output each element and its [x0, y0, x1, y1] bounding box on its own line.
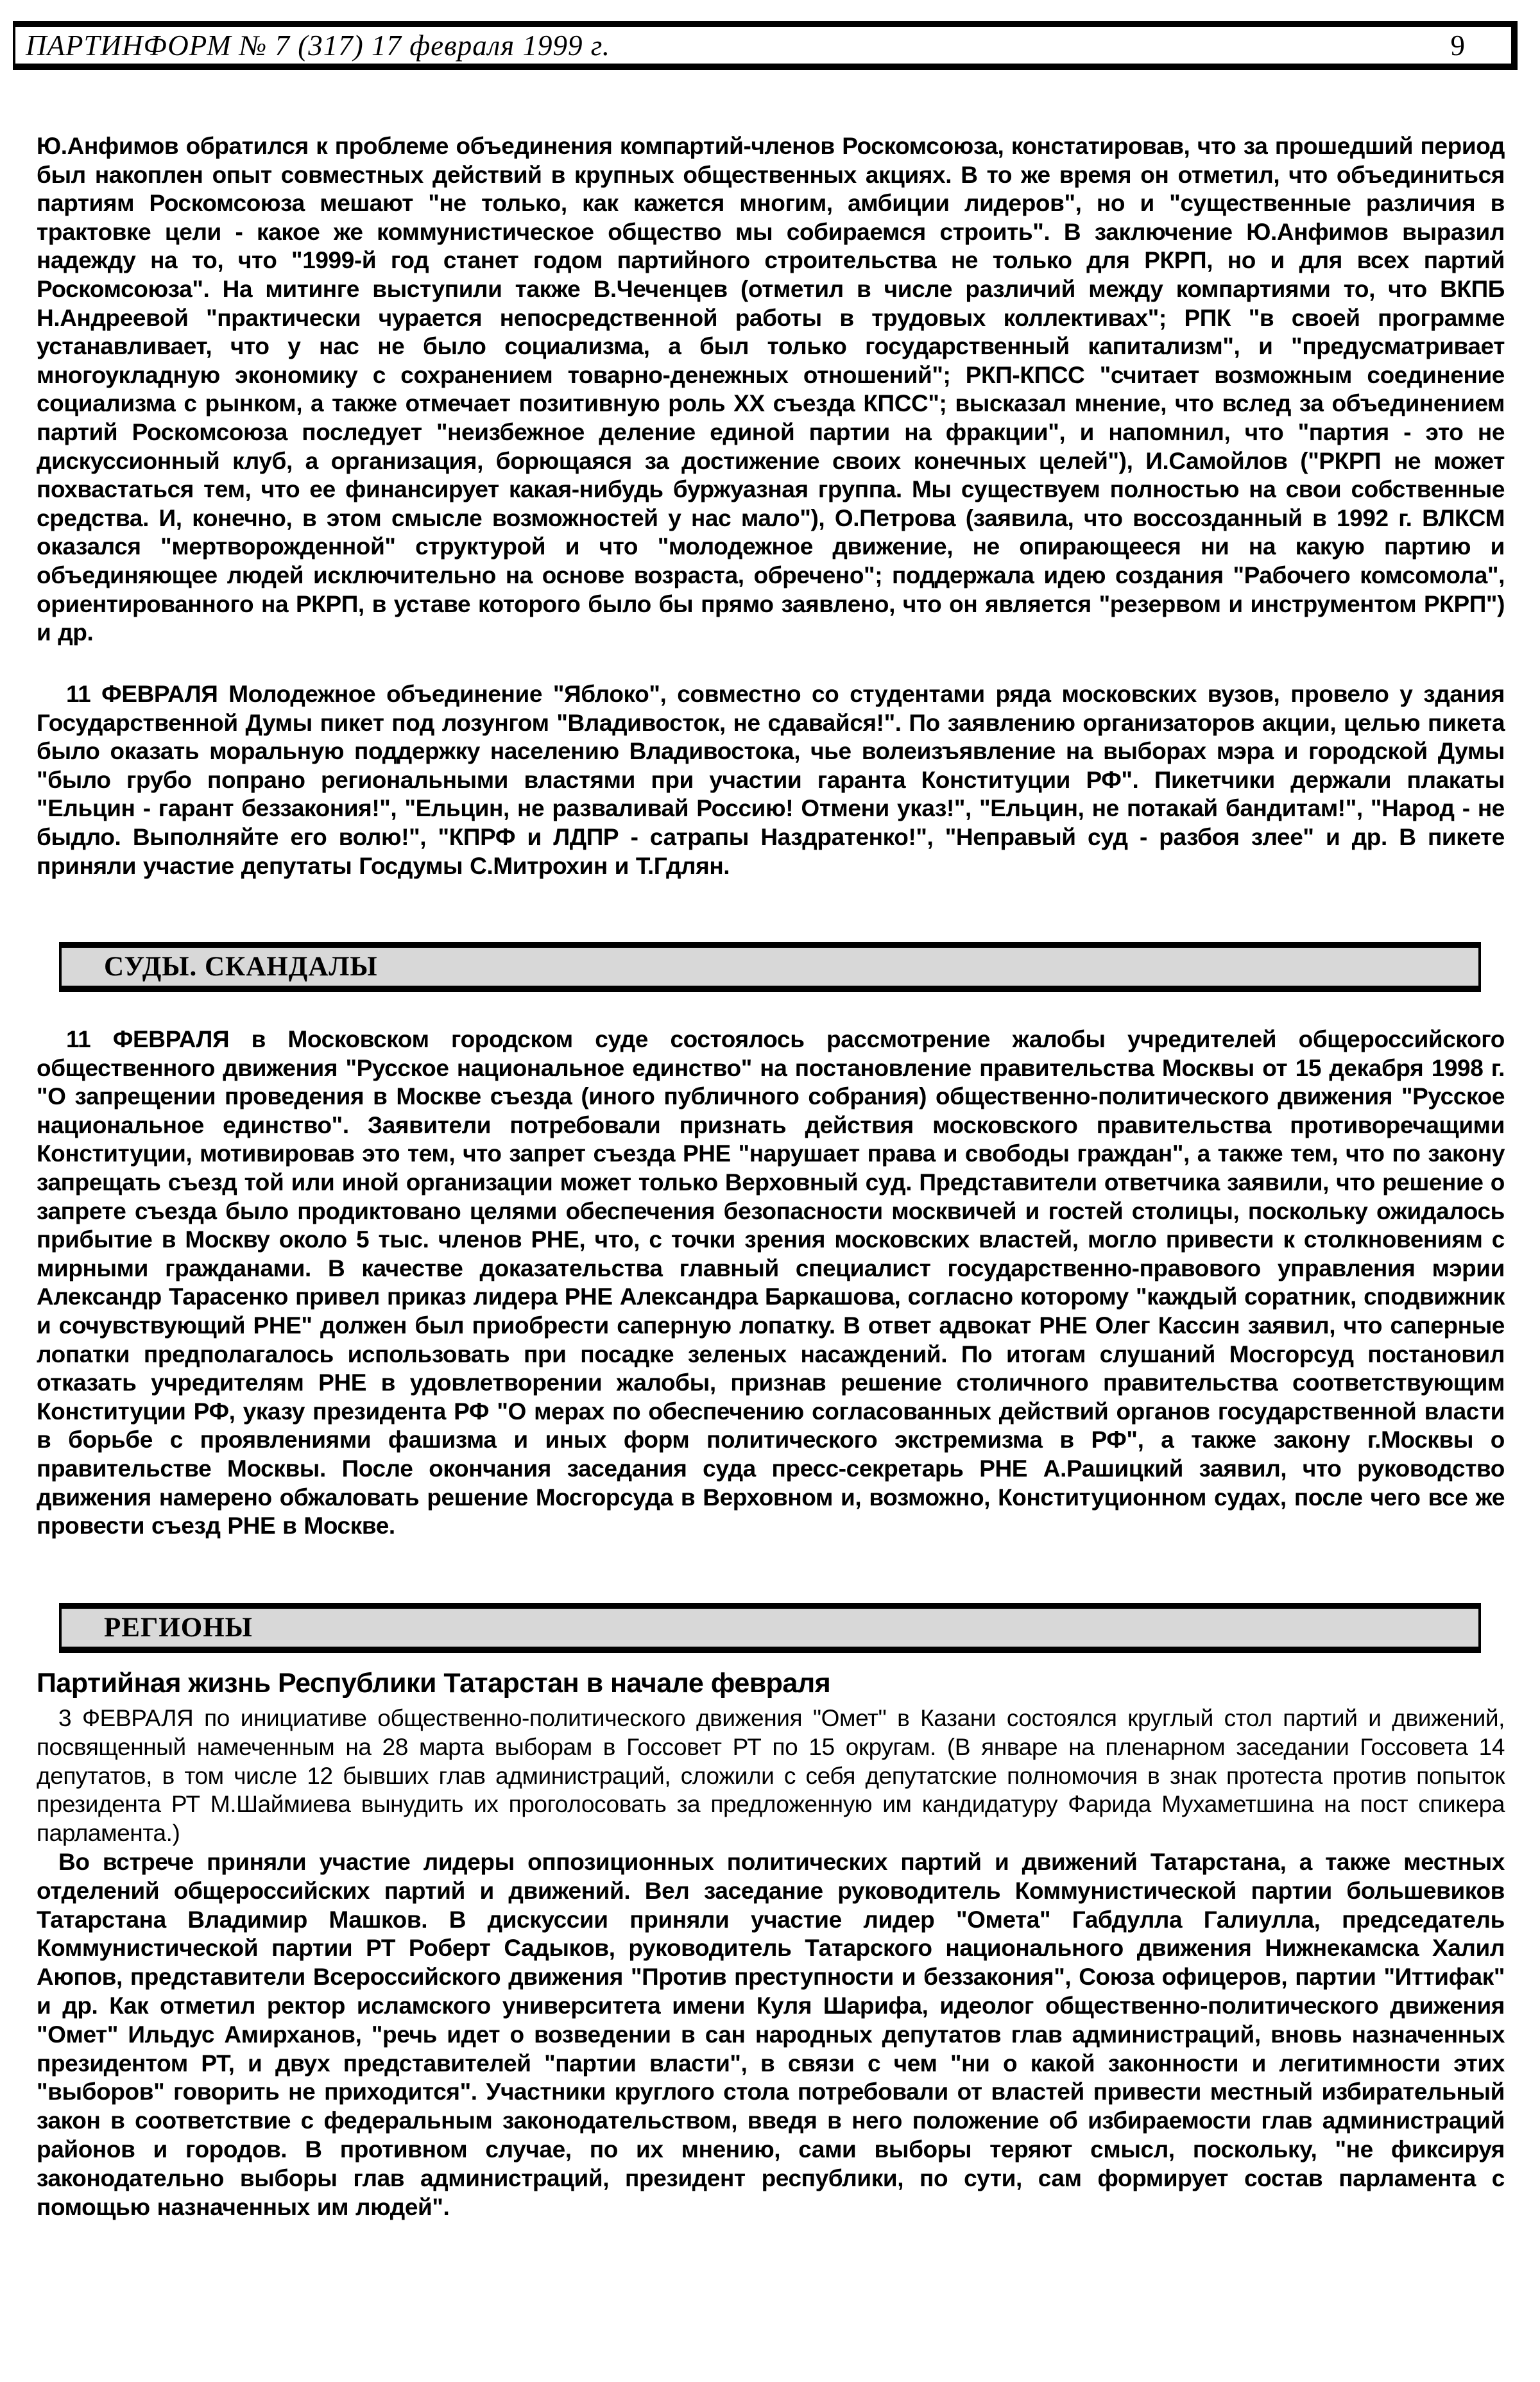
paragraph-rne-court: 11 ФЕВРАЛЯ в Московском городском суде состоялось рассмотрение жалобы учредителей общероссийского общественного движения "Русское национальное единство" на постановление правительства Москвы от 15 декабря 1998 г. "О запрещении проведения в Москве съезда (иного публичного собрания) общественно-политического движения "Русское национальное единство". Заявители потребовали признать действия московского правительства противоречащими Конституции, мотивировав это тем, что запрет съезда РНЕ "нарушает права и свободы граждан", а также тем, что по закону запрещать съезд той или иной организации может только Верховный суд. Представители ответчика заявили, что решение о запрете съезда было продиктовано целями обеспечения безопасности москвичей и гостей столицы, поскольку ожидалось прибытие в Москву около 5 тыс. членов РНЕ, что, с точки зрения московских властей, могло привести к столкновениям с мирными гражданами. В качестве доказательства главный специалист государственно-правового управления мэрии Александр Тарасенко привел приказ лидера РНЕ Александра Баркашова, согласно которому "каждый соратник, сподвижник и сочувствующий РНЕ" должен был приобрести саперную лопатку. В ответ адвокат РНЕ Олег Кассин заявил, что саперные лопатки предполагалось использовать при посадке зеленых насаждений. По итогам слушаний Мосгорсуд постановил отказать учредителям РНЕ в удовлетворении жалобы, признав решение столичного правительства соответствующим Конституции РФ, указу президента РФ "О мерах по обеспечению согласованных действий органов государственной власти в борьбе с проявлениями фашизма и иных форм политического экстремизма в РФ", а также закону г.Москвы о правительстве Москвы. После окончания заседания суда пресс-секретарь РНЕ А.Рашицкий заявил, что руководство движения намерено обжаловать решение Мосгорсуда в Верховном и, возможно, Конституционном судах, после чего все же провести съезд РНЕ в Москве. — [37, 1026, 1505, 1539]
newsletter-title: ПАРТИНФОРМ № 7 (317) 17 февраля 1999 г. — [26, 29, 610, 62]
paragraph-yabloko-picket: 11 ФЕВРАЛЯ Молодежное объединение "Яблоко", совместно со студентами ряда московских вузов, провело у здания Государственной Думы пикет под лозунгом "Владивосток, не сдавайся!". По заявлению организаторов акции, целью пикета было оказать моральную поддержку населению Владивостока, чье волеизъявление на выборах мэра и городской Думы "было грубо попрано региональными властями при участии гаранта Конституции РФ". Пикетчики держали плакаты "Ельцин - гарант беззакония!", "Ельцин, не разваливай Россию! Отмени указ!", "Ельцин, не потакай бандитам!", "Народ - не быдло. Выполняйте его волю!", "КПРФ и ЛДПР - сатрапы Наздратенко!", "Неправый суд - разбоя злее" и др. В пикете приняли участие депутаты Госдумы С.Митрохин и Т.Гдлян. — [37, 681, 1505, 879]
paragraph-roundtable-participants: Во встрече приняли участие лидеры оппозиционных политических партий и движений Татарстана, а также местных отделений общероссийских партий и движений. Вел заседание руководитель Коммунистической партии большевиков Татарстана Владимир Машков. В дискуссии приняли участие лидер "Омета" Габдулла Галиулла, председатель Коммунистической партии РТ Роберт Садыков, руководитель Татарского национального движения Нижнекамска Халил Аюпов, представители Всероссийского движения "Против преступности и беззакония", Союза офицеров, партии "Иттифак" и др. Как отметил ректор исламского университета имени Куля Шарифа, идеолог общественно-политического движения "Омет" Ильдус Амирханов, "речь идет о возведении в сан народных депутатов глав администраций, вновь назначенных президентом РТ, и двух представителей "партии власти", в связи с чем "ни о какой законности и легитимности этих "выборов" говорить не приходится". Участники круглого стола потребовали от властей привести местный избирательный закон в соответствие с федеральным законодательством, введя в него положение об избираемости глав администраций районов и городов. В противном случае, по их мнению, сами выборы теряют смысл, поскольку, "не фиксируя законодательно выборы глав администраций, президент республики, по сути, сам формирует состав парламента с помощью назначенных им людей". — [37, 1848, 1505, 2220]
article-subtitle-tatarstan: Партийная жизнь Республики Татарстан в начале февраля — [37, 1668, 831, 1699]
section-heading-label: РЕГИОНЫ — [104, 1613, 253, 1643]
running-head — [13, 21, 1518, 70]
paragraph-omet-roundtable: 3 ФЕВРАЛЯ по инициативе общественно-политического движения "Омет" в Казани состоялся круглый стол партий и движений, посвященный намеченным на 28 марта выборам в Госсовет РТ по 15 округам. (В январе на пленарном заседании Госсовета 14 депутатов, в том числе 12 бывших глав администраций, сложили с себя депутатские полномочия в знак протеста против попыток президента РТ М.Шаймиева вынудить их проголосовать за предложенную им кандидатуру Фарида Мухаметшина на пост спикера парламента.) — [37, 1705, 1505, 1847]
section-heading-label: СУДЫ. СКАНДАЛЫ — [104, 952, 378, 982]
page-number: 9 — [1450, 29, 1465, 62]
paragraph-anfimov: Ю.Анфимов обратился к проблеме объединения компартий-членов Роскомсоюза, констатировав, что за прошедший период был накоплен опыт совместных действий в крупных общественных акциях. В то же время он отметил, что объединиться партиям Роскомсоюза мешают "не только, как кажется многим, амбиции лидеров", но и "существенные различия в трактовке цели - какое же коммунистическое общество мы собираемся строить". В заключение Ю.Анфимов выразил надежду на то, что "1999-й год станет годом партийного строительства не только для РКРП, но и для всех партий Роскомсоюза". На митинге выступили также В.Чеченцев (отметил в числе различий между компартиями то, что ВКПБ Н.Андреевой "практически чурается непосредственной работы в трудовых коллективах"; РПК "в своей программе устанавливает, что у нас не было социализма, а был только государственный капитализм", и "предусматривает многоукладную экономику с сохранением товарно-денежных отношений"; РКП-КПСС "считает возможным соединение социализма с рынком, а также отмечает позитивную роль XX съезда КПСС"; высказал мнение, что вслед за объединением партий Роскомсоюза последует "неизбежное деление единой партии на фракции", и напомнил, что "партия - это не дискуссионный клуб, а организация, борющаяся за достижение своих конечных целей"), И.Самойлов ("РКРП не может похвастаться тем, что ее финансирует какая-нибудь буржуазная группа. Мы существуем полностью на свои собственные средства. И, конечно, в этом смысле возможностей у нас мало"), О.Петрова (заявила, что воссозданный в 1992 г. ВЛКСМ оказался "мертворожденной" структурой и что "молодежное движение, не опирающееся ни на какую партию и объединяющее людей исключительно на основе возраста, обречено"; поддержала идею создания "Рабочего комсомола", ориентированного на РКРП, в уставе которого было бы прямо заявлено, что он является "резервом и инструментом РКРП") и др. — [37, 133, 1505, 646]
article-body-tatarstan — [37, 1704, 1505, 2222]
section-heading-regions — [59, 1603, 1481, 1653]
section-heading-courts-scandals — [59, 942, 1481, 992]
